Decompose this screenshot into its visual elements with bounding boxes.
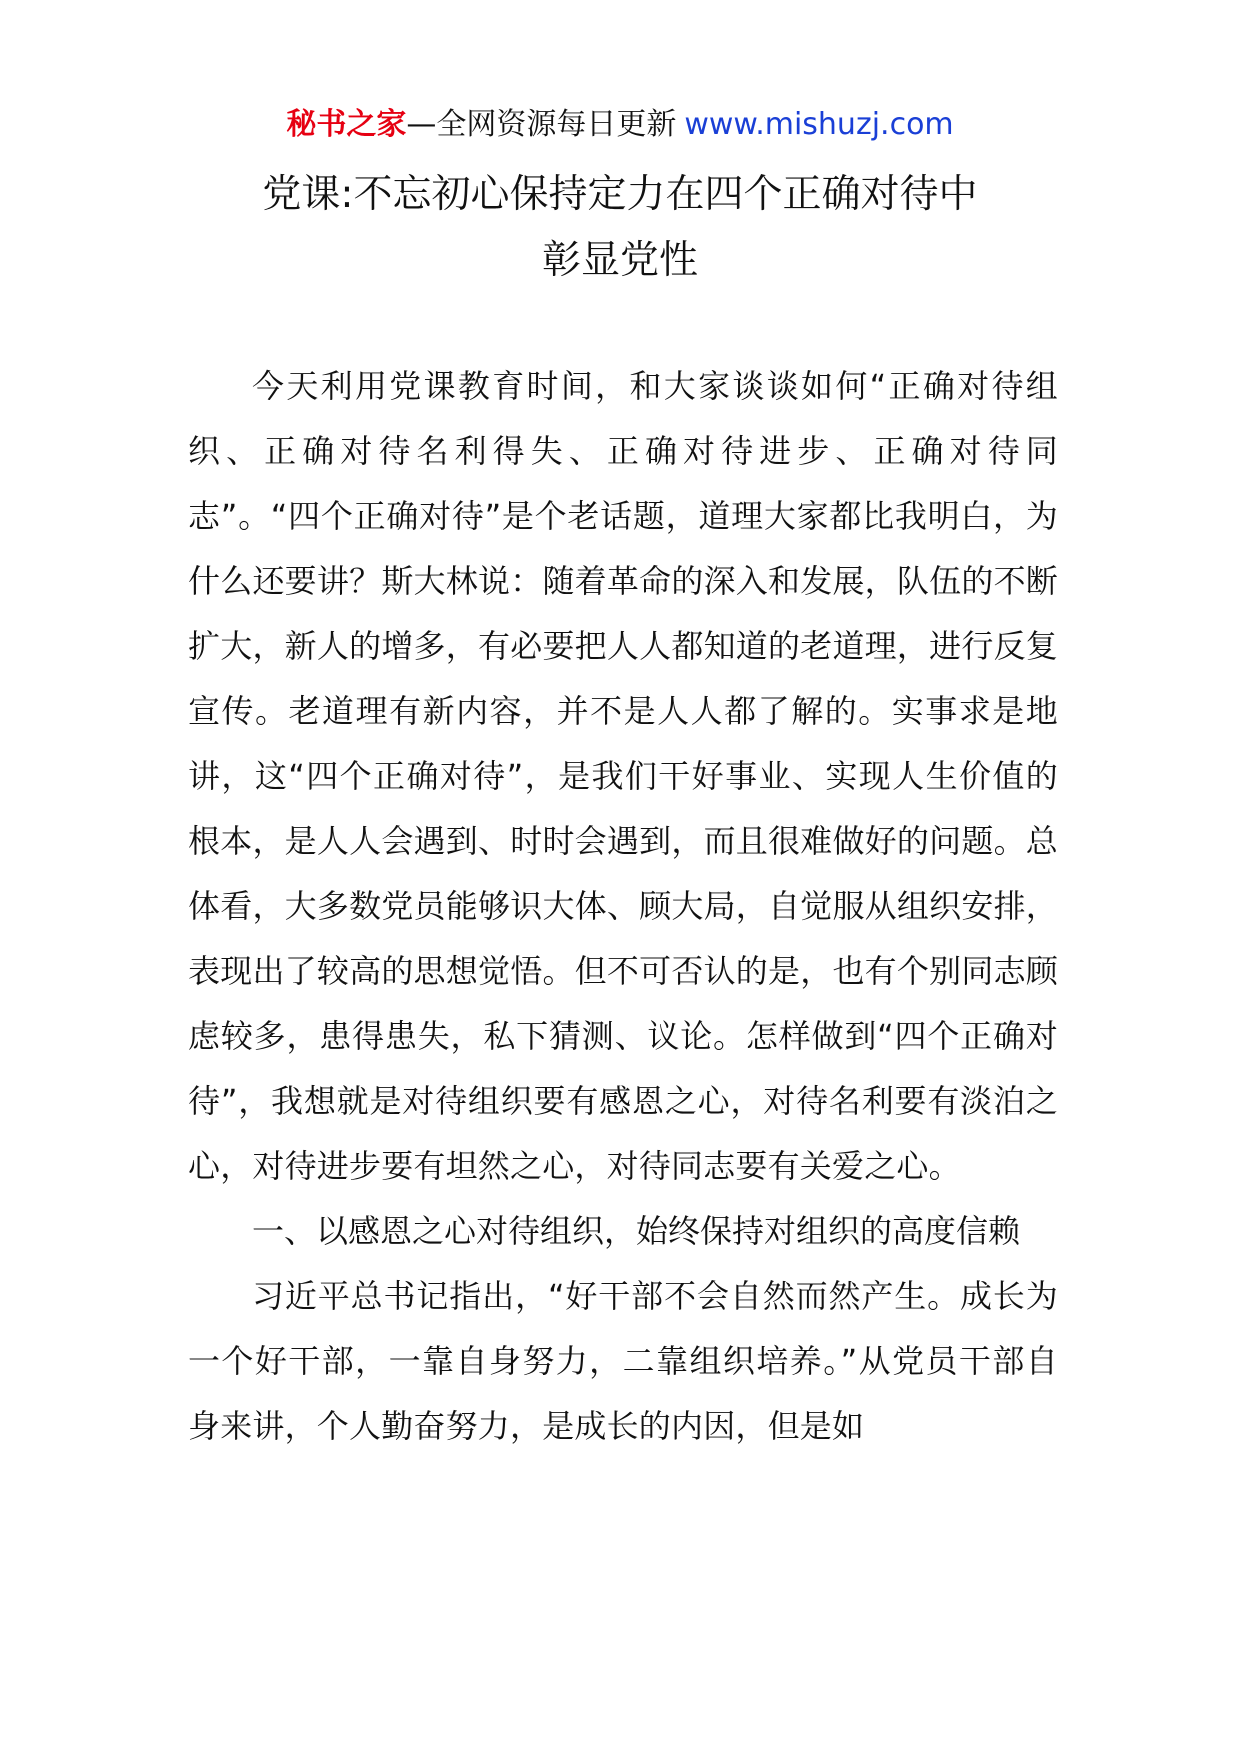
document-title — [0, 162, 1240, 294]
site-brand: 秘书之家 — [286, 107, 407, 142]
header-dash: — — [406, 107, 437, 142]
section-heading-1: 一、以感恩之心对待组织，始终保持对组织的高度信赖 — [252, 1212, 1021, 1250]
body-paragraph-2: 习近平总书记指出，“好干部不会自然而然产生。成长为一个好干部，一靠自身努力，二靠组织培养。”从党员干部自身来讲，个人勤奋努力，是成长的内因，但是如 — [188, 1277, 1058, 1445]
title-line-1: 党课:不忘初心保持定力在四个正确对待中 — [262, 172, 978, 217]
site-header — [0, 100, 1240, 150]
body-paragraph-1: 今天利用党课教育时间，和大家谈谈如何“正确对待组织、正确对待名利得失、正确对待进步、正确对待同志”。“四个正确对待”是个老话题，道理大家都比我明白，为什么还要讲？斯大林说：随着革命的深入和发展，队伍的不断扩大，新人的增多，有必要把人人都知道的老道理，进行反复宣传。老道理有新内容，并不是人人都了解的。实事求是地讲，这“四个正确对待”，是我们干好事业、实现人生价值的根本，是人人会遇到、时时会遇到，而且很难做好的问题。总体看，大多数党员能够识大体、顾大局，自觉服从组织安排，表现出了较高的思想觉悟。但不可否认的是，也有个别同志顾虑较多，患得患失，私下猜测、议论。怎样做到“四个正确对待”，我想就是对待组织要有感恩之心，对待名利要有淡泊之心，对待进步要有坦然之心，对待同志要有关爱之心。 — [188, 367, 1058, 1185]
title-line-2: 彰显党性 — [541, 238, 698, 283]
header-tagline: 全网资源每日更新 — [436, 107, 677, 142]
site-url-link[interactable]: www.mishuzj.com — [684, 107, 954, 142]
document-body — [188, 354, 1058, 1459]
